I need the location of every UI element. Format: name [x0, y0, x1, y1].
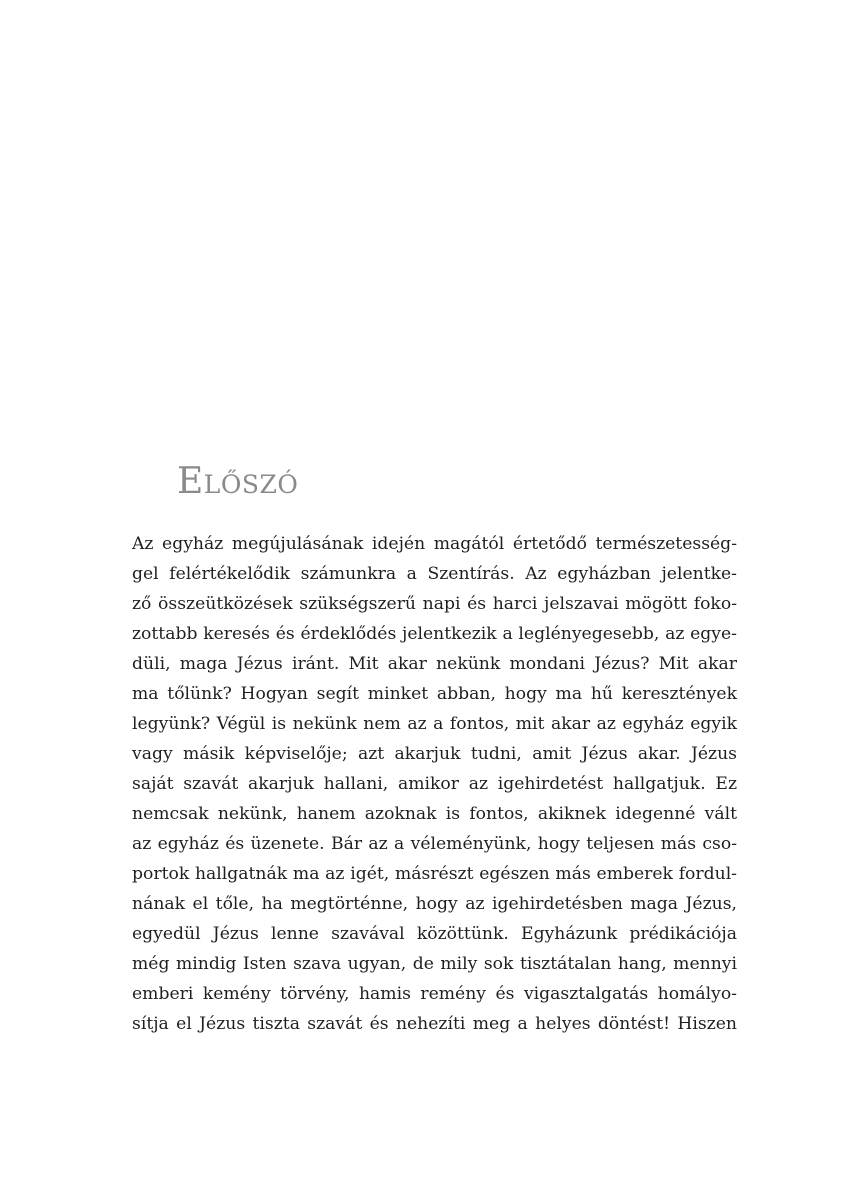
text-line: portok hallgatnák ma az igét, másrészt egészen más emberek fordul- — [132, 864, 737, 884]
text-line: legyünk? Végül is nekünk nem az a fontos, mit akar az egyház egyik — [132, 714, 737, 734]
text-line: egyedül Jézus lenne szavával közöttünk. Egyházunk prédikációja — [132, 924, 737, 944]
text-line: Az egyház megújulásának idején magától értetődő természetesség- — [132, 534, 737, 554]
text-line: még mindig Isten szava ugyan, de mily sok tisztátalan hang, mennyi — [132, 954, 737, 974]
text-line: gel felértékelődik számunkra a Szentírás. Az egyházban jelentke- — [132, 564, 737, 584]
text-line: düli, maga Jézus iránt. Mit akar nekünk mondani Jézus? Mit akar — [132, 654, 737, 674]
text-line: zottabb keresés és érdeklődés jelentkezik a leglényegesebb, az egye- — [132, 624, 737, 644]
text-line: nemcsak nekünk, hanem azoknak is fontos, akiknek idegenné vált — [132, 804, 737, 824]
text-line: az egyház és üzenete. Bár az a véleményünk, hogy teljesen más cso- — [132, 834, 737, 854]
text-line: nának el tőle, ha megtörténne, hogy az igehirdetésben maga Jézus, — [132, 894, 737, 914]
text-line: ző összeütközések szükségszerű napi és harci jelszavai mögött foko- — [132, 594, 737, 614]
text-line: saját szavát akarjuk hallani, amikor az igehirdetést hallgatjuk. Ez — [132, 774, 737, 794]
text-line: sítja el Jézus tiszta szavát és nehezíti meg a helyes döntést! Hiszen — [132, 1014, 737, 1034]
chapter-heading: Előszó — [177, 461, 299, 502]
body-paragraph — [132, 529, 737, 1039]
text-line: ma tőlünk? Hogyan segít minket abban, hogy ma hű keresztények — [132, 684, 737, 704]
text-line: vagy másik képviselője; azt akarjuk tudni, amit Jézus akar. Jézus — [132, 744, 737, 764]
text-line: emberi kemény törvény, hamis remény és vigasztalgatás homályo- — [132, 984, 737, 1004]
